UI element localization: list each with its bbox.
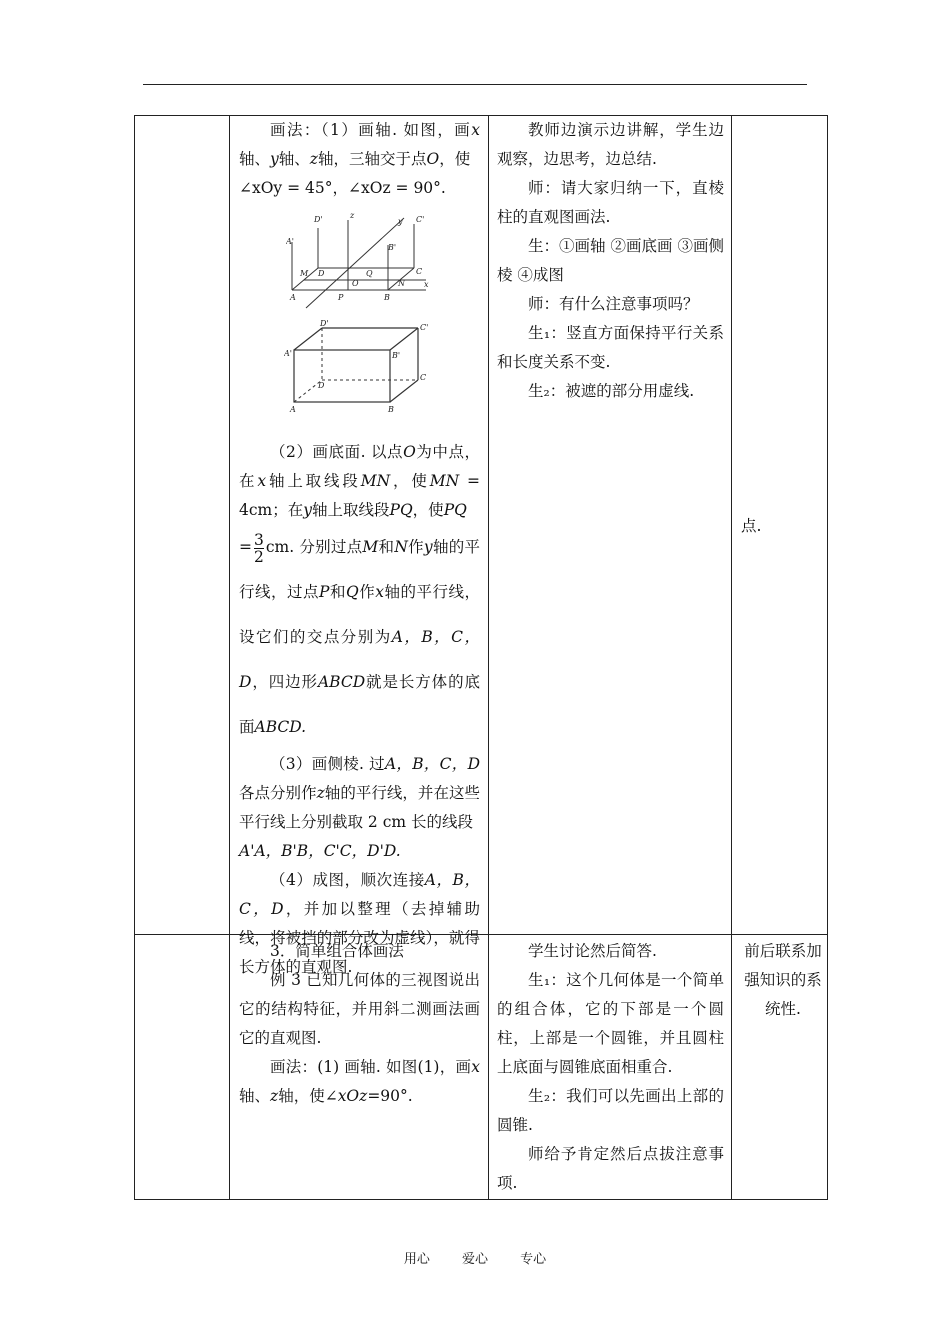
- fig1-label: C': [416, 215, 425, 224]
- method-step2-3-4: （2）画底面. 以点O为中点，在x轴上取线段MN，使MN = 4cm；在y轴上取线段PQ，使PQ = $\frac{3}{2}$ cm. 分别过点M和N作y轴的平行线，过点P和Q作x轴的平行线，设它们的交点分别为A，B，C，D，四边形ABCD就是长方体的底面ABCD. （3）画侧棱. 过A，B，C，D各点分别作z轴的平行线，并在这些平行线上分别截取 2 cm 长的线段 A'A，B'B，C'C，D'D. （4）成图，顺次连接A，B，C，D，并加以整理（去掉辅助线，将被挡的部分改为虚线），就得长方体的直观图.: [239, 443, 480, 976]
- cuboid-figure: [284, 320, 434, 416]
- fig1-label: P: [338, 293, 344, 302]
- teacher-student-dialog-2: 学生讨论然后简答. 生₁：这个几何体是一个简单的组合体，它的下部是一个圆柱，上部是一个圆锥，并且圆柱上底面与圆锥底面相重合. 生₂：我们可以先画出上部的圆锥. 师给予肯定然后点拔注意事项.: [497, 942, 724, 1192]
- method-step1: 画法：（1）画轴. 如图，画x轴、y轴、z轴，三轴交于点O，使 ∠xOy = 45°，∠xOz = 90°.: [239, 121, 480, 197]
- fig2-label: C': [420, 323, 429, 332]
- fig2-label: A': [284, 349, 292, 358]
- page-footer: [0, 1248, 950, 1267]
- fig1-label: D': [314, 215, 323, 224]
- fraction: $\frac{3}{2}$: [254, 530, 264, 566]
- footer-item: 专心: [520, 1252, 547, 1267]
- example-3: 3．简单组合体画法 例 3 已知几何体的三视图说出它的结构特征，并用斜二测画法画它的直观图. 画法：(1) 画轴. 如图(1)，画x轴、z轴，使∠xOz=90°.: [239, 942, 480, 1105]
- fig2-label: B: [388, 405, 394, 414]
- fig2-label: D': [320, 320, 329, 328]
- fig2-label: C: [420, 373, 427, 382]
- fig1-label: M: [300, 269, 309, 278]
- fig1-label: B: [384, 293, 390, 302]
- teacher-student-dialog-1: 教师边演示边讲解，学生边观察，边思考，边总结. 师：请大家归纳一下，直棱柱的直观图画法. 生：①画轴 ②画底画 ③画侧棱 ④成图 师：有什么注意事项吗？ 生₁：竖直方面保持平行关系和长度关系不变. 生₂：被遮的部分用虚线.: [497, 121, 724, 400]
- header-rule: [143, 84, 807, 85]
- fig2-label: B': [392, 351, 401, 360]
- note-r1: 点.: [741, 517, 762, 535]
- fig2-label: D: [318, 381, 325, 390]
- axes-figure: [286, 210, 436, 310]
- fig1-label: C: [416, 267, 423, 276]
- footer-item: 爱心: [461, 1252, 488, 1267]
- fig1-label: N: [398, 279, 405, 288]
- fig1-label: Q: [366, 269, 373, 278]
- fig1-label: z: [350, 211, 355, 220]
- fig1-label: y: [398, 217, 403, 226]
- fig1-label: A': [286, 237, 294, 246]
- cell-r1-c1: [134, 115, 230, 935]
- fig1-label: x: [424, 280, 429, 289]
- fig1-label: B': [388, 243, 397, 252]
- fig1-label: A: [290, 293, 296, 302]
- fig1-label: D: [318, 269, 325, 278]
- note-r2: 前后联系加强知识的系统性.: [744, 942, 822, 1018]
- fig2-label: A: [290, 405, 296, 414]
- fig1-label: O: [352, 279, 359, 288]
- footer-item: 用心: [403, 1252, 430, 1267]
- cell-r2-c1: [134, 934, 230, 1200]
